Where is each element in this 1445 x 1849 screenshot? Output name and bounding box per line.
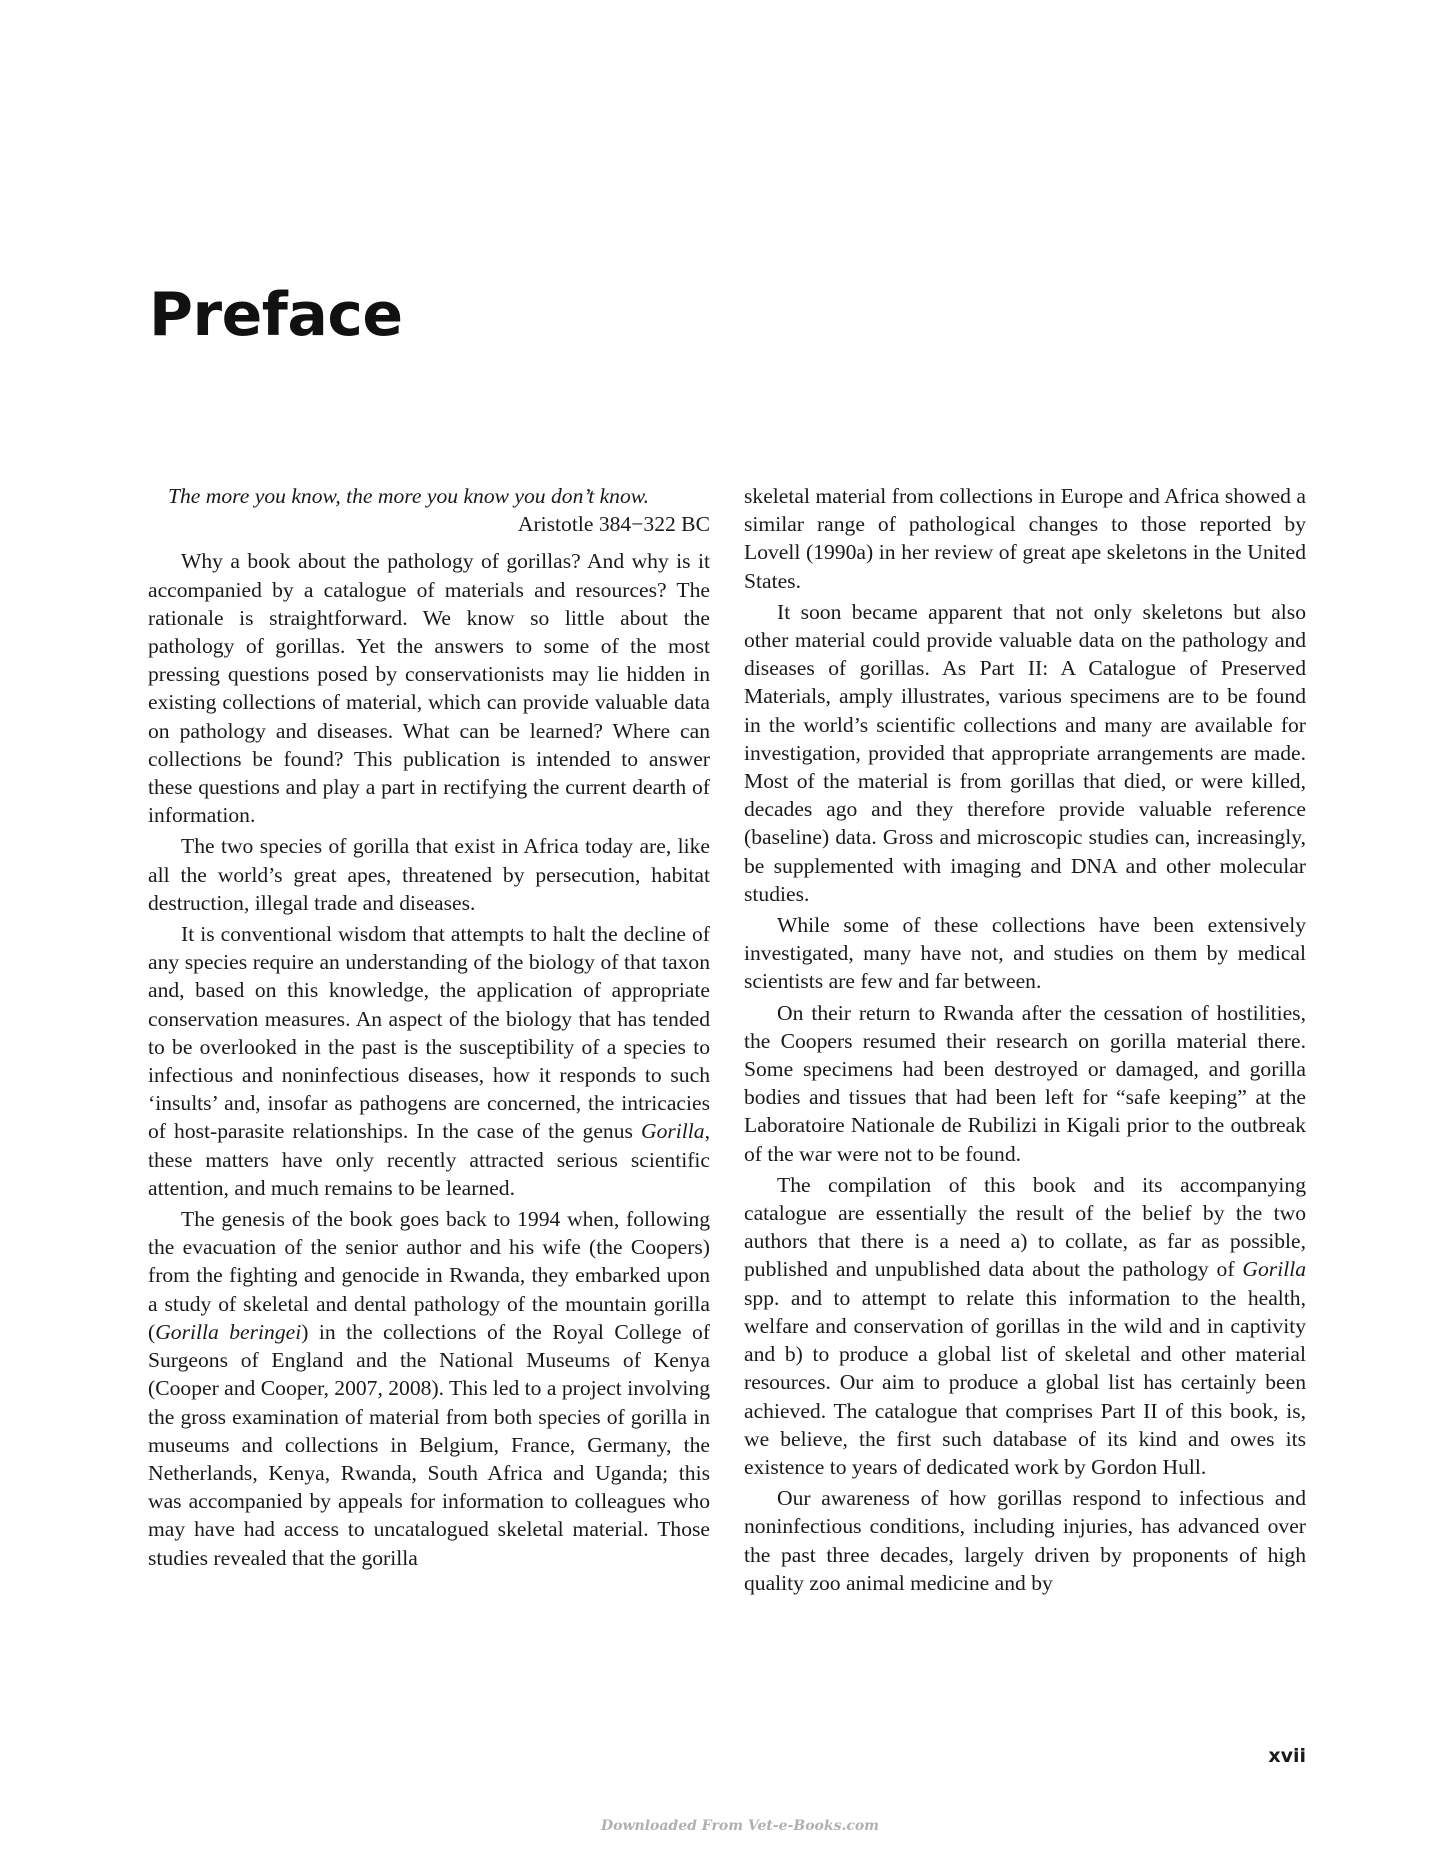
paragraph-text: It is conventional wisdom that attempts to halt the decline of any species require an understanding of the biology of that taxon and, based on this knowledge, the application of appropriate conservation measures. An aspect of the biology that has tended to be overlooked in the past is the susceptibility of a species to infectious and noninfectious diseases, how it responds to such ‘insults’ and, insofar as pathogens are concerned, the intricacies of host-parasite relationships. In the case of the genus [148,922,710,1144]
species-name: Gorilla beringei [155,1319,302,1344]
paragraph [148,1205,710,1572]
paragraph: While some of these collections have been extensively investigated, many have not, and studies on them by medical scientists are few and far between. [744,913,1306,994]
paragraph: Why a book about the pathology of gorillas? And why is it accompanied by a catalogue of materials and resources? The rationale is straightforward. We know so little about the pathology of gorillas. Yet the answers to some of the most pressing questions posed by conservationists may lie hidden in existing collections of material, which can provide valuable data on pathology and diseases. What can be learned? Where can collections be found? This publication is intended to answer these questions and play a part in rectifying the current dearth of information. [148,549,710,828]
paragraph-text: , these matters have only recently attracted serious scientific attention, and much remains to be learned. [148,1119,710,1200]
paragraph: Our awareness of how gorillas respond to infectious and noninfectious conditions, including injuries, has advanced over the past three decades, largely driven by proponents of high quality zoo animal medicine and by [744,1486,1306,1595]
paragraph-text: The compilation of this book and its accompanying catalogue are essentially the result of the belief by the two authors that there is a need a) to collate, as far as possible, published and unpublished data about the pathology of [744,1172,1306,1282]
paragraph [744,1171,1306,1481]
paragraph [148,920,710,1202]
genus-name: Gorilla [1242,1257,1306,1282]
paragraph: On their return to Rwanda after the cessation of hostilities, the Coopers resumed their research on gorilla material there. Some specimens had been destroyed or damaged, and gorilla bodies and tissues that had been left for “safe keeping” at the Laboratoire Nationale de Rubilizi in Kigali prior to the outbreak of the war were not to be found. [744,1000,1306,1166]
paragraph: The two species of gorilla that exist in Africa today are, like all the world’s great apes, threatened by persecution, habitat destruction, illegal trade and diseases. [148,834,710,915]
genus-name: Gorilla [641,1119,705,1144]
right-column [744,482,1306,1597]
epigraph-attribution: Aristotle 384−322 BC [517,512,710,537]
page-number: xvii [1268,1745,1306,1767]
paragraph: skeletal material from collections in Europe and Africa showed a similar range of pathological changes to those reported by Lovell (1990a) in her review of great ape skeletons in the United States. [744,484,1306,593]
paragraph: It soon became apparent that not only skeletons but also other material could provide valuable data on the pathology and diseases of gorillas. As Part II: A Catalogue of Preserved Materials, amply illustrates, various specimens are to be found in the world’s scientific collections and many are available for investigation, provided that appropriate arrangements are made. Most of the material is from gorillas that died, or were killed, decades ago and they therefore provide valuable reference (baseline) data. Gross and microscopic studies can, increasingly, be supplemented with imaging and DNA and other molecular studies. [744,599,1306,906]
page-title: Preface [149,280,403,350]
left-column [148,482,710,1572]
epigraph-quote: The more you know, the more you know you don’t know. [168,484,649,508]
watermark: Downloaded From Vet-e-Books.com [600,1818,879,1834]
paragraph-text: The genesis of the book goes back to 1994 when, following the evacuation of the senior author and his wife (the Coopers) from the fighting and genocide in Rwanda, they embarked upon a study of skeletal and dental pathology of the mountain gorilla ( [148,1207,710,1344]
paragraph-text: ) in the collections of the Royal College of Surgeons of England and the National Museums of Kenya (Cooper and Cooper, 2007, 2008). This led to a project involving the gross examination of material from both species of gorilla in museums and collections in Belgium, France, Germany, the Netherlands, Kenya, Rwanda, South Africa and Uganda; this was accompanied by appeals for information to colleagues who may have had access to uncatalogued skeletal material. Those studies revealed that the gorilla [148,1319,711,1570]
paragraph-text: spp. and to attempt to relate this information to the health, welfare and conservation of gorillas in the wild and in captivity and b) to produce a global list of skeletal and other material resources. Our aim to produce a global list has certainly been achieved. The catalogue that comprises Part II of this book, is, we believe, the first such database of its kind and owes its existence to years of dedicated work by Gordon Hull. [744,1285,1306,1479]
